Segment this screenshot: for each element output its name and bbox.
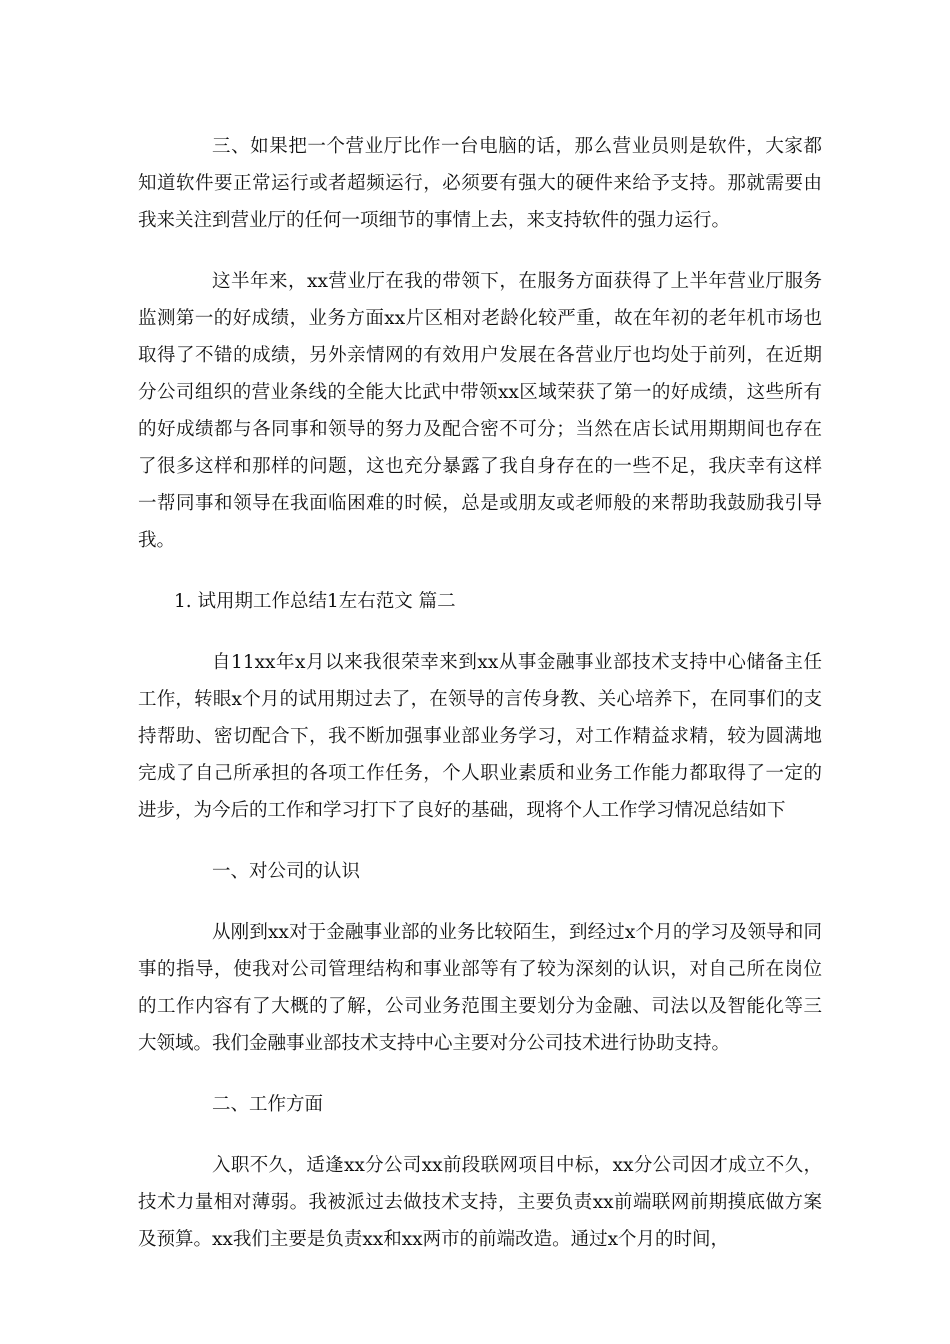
paragraph-work-aspects: 入职不久，适逢xx分公司xx前段联网项目中标，xx分公司因才成立不久，技术力量相对薄弱。我被派过去做技术支持，主要负责xx前端联网前期摸底做方案及预算。xx我们主要是负责xx和xx两市的前端改造。通过x个月的时间， bbox=[138, 1155, 822, 1250]
paragraph-gap bbox=[138, 559, 822, 583]
item-heading-part-two: 1. 试用期工作总结1左右范文 篇二 bbox=[174, 591, 456, 612]
paragraph-gap bbox=[138, 1123, 822, 1147]
paragraph-gap bbox=[138, 239, 822, 263]
paragraph-section-three: 三、如果把一个营业厅比作一台电脑的话，那么营业员则是软件，大家都知道软件要正常运行或者超频运行，必须要有强大的硬件来给予支持。那就需要由我来关注到营业厅的任何一项细节的事情上去，来支持软件的强力运行。 bbox=[138, 136, 822, 231]
paragraph-gap bbox=[138, 1062, 822, 1086]
section-heading-company-understanding: 一、对公司的认识 bbox=[212, 861, 361, 882]
paragraph-introduction: 自11xx年x月以来我很荣幸来到xx从事金融事业部技术支持中心储备主任工作，转眼x个月的试用期过去了，在领导的言传身教、关心培养下，在同事们的支持帮助、密切配合下，我不断加强事业部业务学习，对工作精益求精，较为圆满地完成了自己所承担的各项工作任务，个人职业素质和业务工作能力都取得了一定的进步，为今后的工作和学习打下了良好的基础，现将个人工作学习情况总结如下 bbox=[138, 652, 822, 821]
paragraph-gap bbox=[138, 829, 822, 853]
paragraph-half-year-summary: 这半年来，xx营业厅在我的带领下，在服务方面获得了上半年营业厅服务监测第一的好成绩，业务方面xx片区相对老龄化较严重，故在年初的老年机市场也取得了不错的成绩，另外亲情网的有效用户发展在各营业厅也均处于前列，在近期分公司组织的营业条线的全能大比武中带领xx区域荣获了第一的好成绩，这些所有的好成绩都与各同事和领导的努力及配合密不可分；当然在店长试用期期间也存在了很多这样和那样的问题，这也充分暴露了我自身存在的一些不足，我庆幸有这样一帮同事和领导在我面临困难的时候，总是或朋友或老师般的来帮助我鼓励我引导我。 bbox=[138, 271, 822, 551]
paragraph-gap bbox=[138, 890, 822, 914]
section-heading-work-aspects: 二、工作方面 bbox=[212, 1094, 324, 1115]
paragraph-gap bbox=[138, 620, 822, 644]
document-page bbox=[138, 128, 822, 1258]
paragraph-company-understanding: 从刚到xx对于金融事业部的业务比较陌生，到经过x个月的学习及领导和同事的指导，使我对公司管理结构和事业部等有了较为深刻的认识，对自己所在岗位的工作内容有了大概的了解，公司业务范围主要划分为金融、司法以及智能化等三大领域。我们金融事业部技术支持中心主要对分公司技术进行协助支持。 bbox=[138, 922, 822, 1054]
